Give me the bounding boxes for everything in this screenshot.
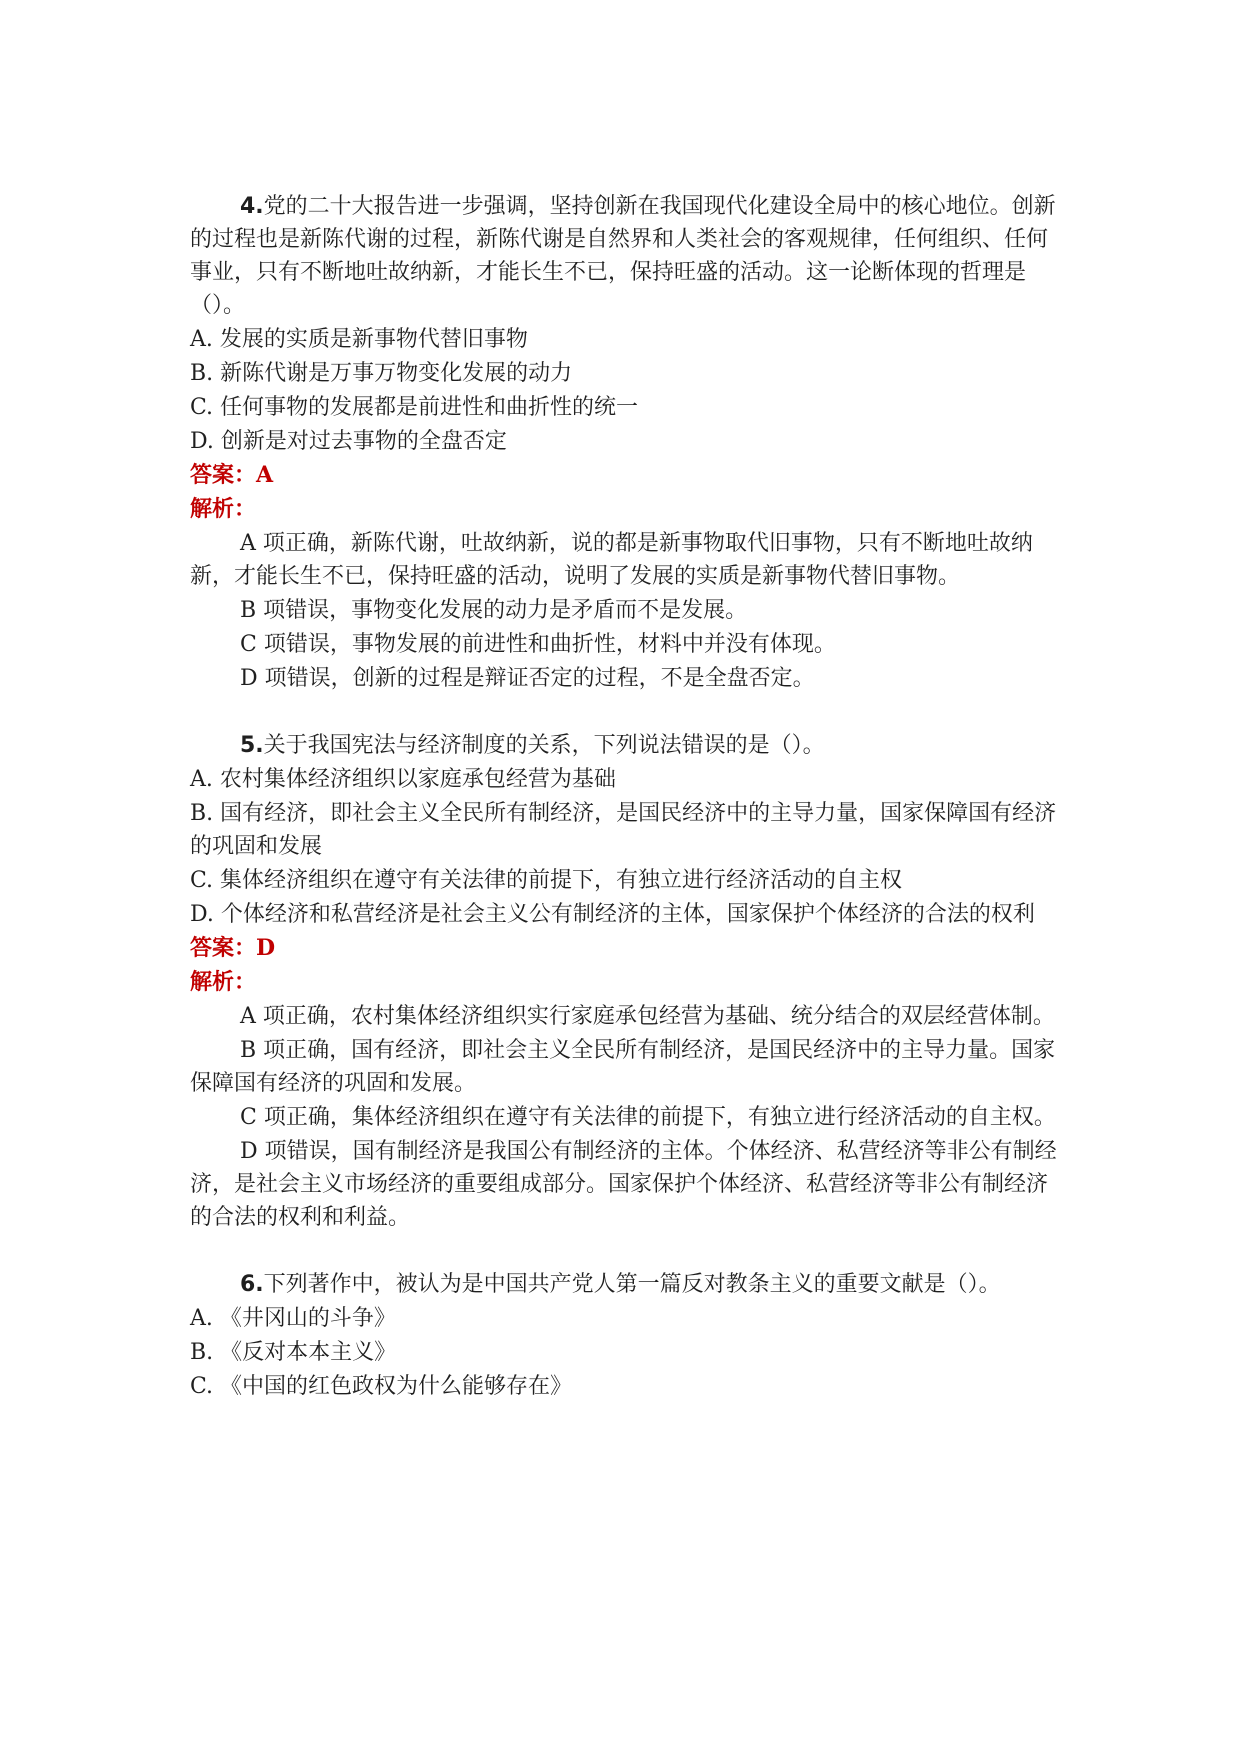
analysis-paragraph: B 项错误，事物变化发展的动力是矛盾而不是发展。 <box>240 598 748 623</box>
question-4-stem <box>190 190 1058 322</box>
option-c: C. 集体经济组织在遵守有关法律的前提下，有独立进行经济活动的自主权 <box>190 868 903 893</box>
analysis-paragraph: A 项正确，农村集体经济组织实行家庭承包经营为基础、统分结合的双层经营体制。 <box>240 1004 1055 1029</box>
option-b: B. 国有经济，即社会主义全民所有制经济，是国民经济中的主导力量，国家保障国有经济的巩固和发展 <box>190 801 1057 859</box>
option-d: D. 个体经济和私营经济是社会主义公有制经济的主体，国家保护个体经济的合法的权利 <box>190 902 1035 927</box>
analysis-label: 解析： <box>190 496 257 522</box>
option-a: A. 《井冈山的斗争》 <box>190 1306 396 1331</box>
option-b: B. 《反对本本主义》 <box>190 1340 397 1365</box>
option-c: C. 任何事物的发展都是前进性和曲折性的统一 <box>190 395 639 420</box>
option-a: A. 发展的实质是新事物代替旧事物 <box>190 327 528 352</box>
question-text: 党的二十大报告进一步强调，坚持创新在我国现代化建设全局中的核心地位。创新的过程也是新陈代谢的过程，新陈代谢是自然界和人类社会的客观规律，任何组织、任何事业，只有不断地吐故纳新，才能长生不已，保持旺盛的活动。这一论断体现的哲理是（）。 <box>190 194 1056 318</box>
document-body <box>190 190 1058 1404</box>
question-number: 4. <box>240 194 264 219</box>
question-spacer <box>190 696 1058 729</box>
answer-label: 答案：A <box>190 462 274 488</box>
analysis-paragraph: D 项错误，创新的过程是辩证否定的过程，不是全盘否定。 <box>240 666 815 691</box>
question-6-stem <box>190 1268 1058 1301</box>
analysis-paragraph: B 项正确，国有经济，即社会主义全民所有制经济，是国民经济中的主导力量。国家保障国有经济的巩固和发展。 <box>190 1038 1056 1096</box>
analysis-paragraph: C 项正确，集体经济组织在遵守有关法律的前提下，有独立进行经济活动的自主权。 <box>240 1105 1056 1130</box>
answer-label: 答案：D <box>190 935 276 961</box>
question-number: 5. <box>240 733 264 758</box>
question-spacer <box>190 1235 1058 1268</box>
option-d: D. 创新是对过去事物的全盘否定 <box>190 429 507 454</box>
option-c: C. 《中国的红色政权为什么能够存在》 <box>190 1374 573 1399</box>
question-number: 6. <box>240 1272 264 1297</box>
analysis-paragraph: A 项正确，新陈代谢，吐故纳新，说的都是新事物取代旧事物，只有不断地吐故纳新，才能长生不已，保持旺盛的活动，说明了发展的实质是新事物代替旧事物。 <box>190 531 1033 589</box>
option-a: A. 农村集体经济组织以家庭承包经营为基础 <box>190 767 616 792</box>
question-text: 下列著作中，被认为是中国共产党人第一篇反对教条主义的重要文献是（）。 <box>263 1272 1001 1297</box>
question-text: 关于我国宪法与经济制度的关系，下列说法错误的是（）。 <box>263 733 825 758</box>
analysis-label: 解析： <box>190 969 257 995</box>
option-b: B. 新陈代谢是万事万物变化发展的动力 <box>190 361 573 386</box>
analysis-paragraph: C 项错误，事物发展的前进性和曲折性，材料中并没有体现。 <box>240 632 836 657</box>
question-5-stem <box>190 729 1058 762</box>
analysis-paragraph: D 项错误，国有制经济是我国公有制经济的主体。个体经济、私营经济等非公有制经济，是社会主义市场经济的重要组成部分。国家保护个体经济、私营经济等非公有制经济的合法的权利和利益。 <box>190 1139 1057 1230</box>
